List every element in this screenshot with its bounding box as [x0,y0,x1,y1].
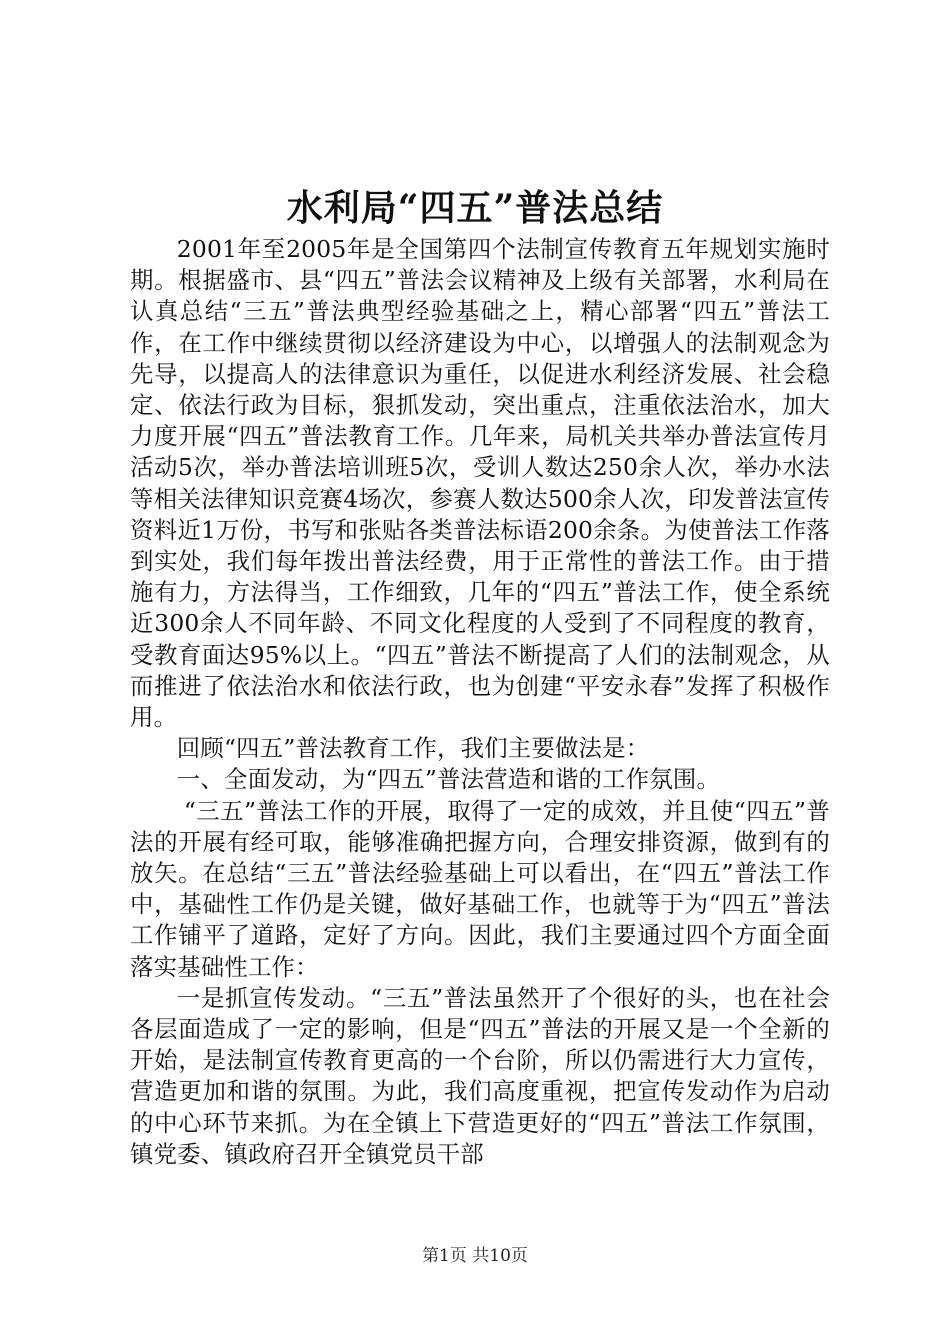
page-number-footer: 第1页 共10页 [422,1246,528,1266]
section-heading-1: 一、全面发动，为“四五”普法营造和谐的工作氛围。 [176,765,721,794]
paragraph-basics: “三五”普法工作的开展，取得了一定的成效，并且使“四五”普法的开展有经可取，能够准确把握方向，合理安排资源，做到有的放矢。在总结“三五”普法经验基础上可以看出，在“四五”普法工作中，基础性工作仍是关键，做好基础工作，也就等于为“四五”普法工作铺平了道路，定好了方向。因此，我们主要通过四个方面全面落实基础性工作： [130,796,830,981]
document-body [130,234,830,1170]
paragraph-review: 回顾“四五”普法教育工作，我们主要做法是： [176,734,650,763]
paragraph-intro: 2001年至2005年是全国第四个法制宣传教育五年规划实施时期。根据盛市、县“四五”普法会议精神及上级有关部署，水利局在认真总结“三五”普法典型经验基础之上，精心部署“四五”普法工作，在工作中继续贯彻以经济建设为中心，以增强人的法制观念为先导，以提高人的法律意识为重任，以促进水利经济发展、社会稳定、依法行政为目标，狠抓发动，突出重点，注重依法治水，加大力度开展“四五”普法教育工作。几年来，局机关共举办普法宣传月活动5次，举办普法培训班5次，受训人数达250余人次，举办水法等相关法律知识竞赛4场次，参赛人数达500余人次，印发普法宣传资料近1万份，书写和张贴各类普法标语200余条。为使普法工作落到实处，我们每年拨出普法经费，用于正常性的普法工作。由于措施有力，方法得当，工作细致，几年的“四五”普法工作，使全系统近300余人不同年龄、不同文化程度的人受到了不同程度的教育，受教育面达95%以上。“四五”普法不断提高了人们的法制观念，从而推进了依法治水和依法行政，也为创建“平安永春”发挥了积极作用。 [130,235,830,732]
paragraph-propaganda: 一是抓宣传发动。“三五”普法虽然开了个很好的头，也在社会各层面造成了一定的影响，但是“四五”普法的开展又是一个全新的开始，是法制宣传教育更高的一个台阶，所以仍需进行大力宣传，营造更加和谐的氛围。为此，我们高度重视，把宣传发动作为启动的中心环节来抓。为在全镇上下营造更好的“四五”普法工作氛围，镇党委、镇政府召开全镇党员干部 [130,983,830,1168]
document-title: 水利局“四五”普法总结 [286,187,664,229]
